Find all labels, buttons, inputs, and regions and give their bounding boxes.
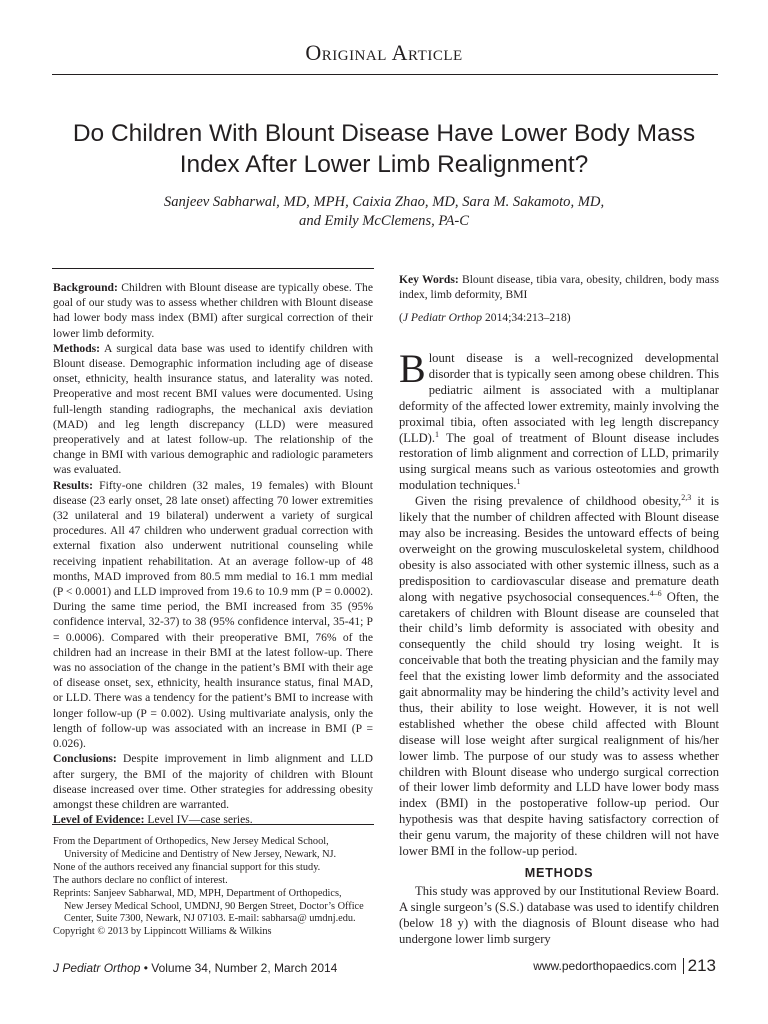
abstract-bottom-rule [52,824,374,825]
reprints-line: Reprints: Sanjeev Sabharwal, MD, MPH, Department of Orthopedics, [53,887,342,899]
intro-paragraph [399,346,719,494]
abstract-label: Results: [53,478,93,492]
abstract-text: Despite improvement in limb alignment and LLD after surgery, the BMI of the majority of children with Blount disease increased over time. Other strategies for addressing obesity amongst these children are warranted. [53,752,373,811]
methods-heading: METHODS [524,866,594,880]
abstract-conclusions [53,751,373,812]
footer-journal-name: J Pediatr Orthop [53,961,141,975]
funding-statement: None of the authors received any financial support for this study. [53,861,321,873]
abstract-text: Fifty-one children (32 males, 19 females) with Blount disease (23 early onset, 28 late onset) affecting 70 lower extremities (32 unilateral and 19 bilateral) underwent a variety of surgical procedures. All 47 children who underwent gradual correction with external fixation also underwent nutritional counseling while receiving inpatient rehabilitation. At an average follow-up of 48 months, MAD improved from 80.5 mm medial to 16.1 mm medial (P < 0.0001) and LLD improved from 19.6 to 10.9 mm (P = 0.0002). During the same time period, the BMI increased from 35 (95% confidence interval, 32-37) to 38 (95% confidence interval, 35-41; P = 0.0006). Compared with their preoperative BMI, 76% of the children had an increase in their BMI at the latest follow-up. There was no association of the change in the patient’s BMI with their age of disease onset, sex, ethnicity, health insurance status, final MAD, or LLD. There was a tendency for the patient’s BMI to increase with longer follow-up (P = 0.002). Using multivariate analysis, only the length of follow-up was associated with an increase in BMI (P = 0.026). [53,478,373,751]
intro-paragraph [399,494,719,860]
author-line: Sanjeev Sabharwal, MD, MPH, Caixia Zhao, MD, Sara M. Sakamoto, MD, [163,194,605,210]
reference-superscript: 2,3 [681,492,692,502]
abstract-text: Level IV—case series. [147,813,253,827]
header-rule [52,74,718,75]
introduction [399,346,720,860]
intro-text: Given the rising prevalence of childhood obesity, [415,494,682,509]
footer-website: www.pedorthopaedics.com [533,959,677,973]
abstract-top-rule [52,268,374,269]
author-line: and Emily McClemens, PA-C [299,213,469,229]
footer-divider [683,958,684,974]
article-title: Do Children With Blount Disease Have Lower Body Mass Index After Lower Limb Realignment? [72,120,696,178]
reference-superscript: 1 [516,477,521,487]
footer-journal [53,961,337,975]
affiliations-footnote [53,836,375,939]
reference-superscript: 4–6 [649,588,662,598]
author-list [80,193,688,231]
abstract [53,280,373,827]
methods-text: This study was approved by our Institutional Review Board. A single surgeon’s (S.S.) database was used to identify children (below 18 y) with the diagnosis of Blount disease who had undergone lower limb surgery [399,884,719,946]
abstract-label: Level of Evidence: [53,813,145,827]
abstract-label: Conclusions: [53,752,117,766]
intro-text: Often, the caretakers of children with Blount disease are counseled that their child’s limb deformity is associated with obesity and consequently the child should try losing weight. It is conceivable that both the treating physician and the family may feel that the existing lower limb deformity and the associated gait abnormality may be hindering the child’s activity level and thus, their ability to lose weight. However, it is not well established whether the obese child affected with Blount disease will lose weight after surgical realignment of his/her lower limb. The purpose of our study was to assess whether children with Blount disease who undergo surgical correction of their lower limb deformity and LLD have lower body mass index (BMI) in the postoperative follow-up period. Our hypothesis was that despite having satisfactory correction of their genu varum, the majority of these children will not have lower BMI in the follow-up period. [399,589,719,859]
copyright-line: Copyright © 2013 by Lippincott Williams & Wilkins [53,926,272,938]
conflict-statement: The authors declare no conflict of interest. [53,874,228,886]
citation-details: 2014;34:213–218) [485,311,571,324]
section-label: Original Article [305,40,463,65]
keywords-text: Blount disease, tibia vara, obesity, children, body mass index, limb deformity, BMI [399,273,719,301]
abstract-label: Background: [53,281,118,294]
keywords [399,272,719,302]
intro-text: lount disease is a well-recognized developmental disorder that is typically seen among obese children. This pediatric ailment is associated with a multiplanar deformity of the affected lower extremity, mainly involving the proximal tibia, often associated with leg length discrepancy (LLD). [399,351,719,445]
page-number: 213 [687,956,716,975]
abstract-text: A surgical data base was used to identify children with Blount disease. Demographic information including age of disease onset, ethnicity, health insurance status, and laterality was noted. Preoperative and most recent BMI values were documented. Using full-length standing radiographs, the mechanical axis deviation (MAD) and leg length discrepancy (LLD) were measured preoperatively and at latest follow-up. The relationship of the change in BMI with various demographic and radiologic parameters was evaluated. [53,341,373,477]
intro-text: it is likely that the number of children affected with Blount disease may also be increasing. Besides the untoward effects of being overweight on the growing musculoskeletal system, childhood obesity is also associated with other systemic illness, such as a predisposition to cardiovascular disease and premature death along with negative psychosocial consequences. [399,494,720,604]
citation-journal: J Pediatr Orthop [402,311,483,324]
footer-issue: • Volume 34, Number 2, March 2014 [143,961,338,975]
citation: (J Pediatr Orthop 2014;34:213–218) [399,311,571,324]
abstract-text: Children with Blount disease are typically obese. The goal of our study was to assess whether children with Blount disease had lower body mass index (BMI) after surgical correction of their lower limb deformity. [53,281,373,340]
abstract-level [53,812,373,827]
keywords-label: Key Words: [399,273,459,286]
reference-superscript: 1 [435,429,440,439]
abstract-results [53,478,373,752]
footer-right [533,956,716,976]
intro-text: The goal of treatment of Blount disease includes restoration of limb alignment and correction of LLD, primarily using surgical means such as various osteotomies and growth modulation techniques. [399,430,719,493]
abstract-background [53,280,373,341]
reprints-address: New Jersey Medical School, UMDNJ, 90 Bergen Street, Doctor’s Office Center, Suite 7300, Newark, NJ 07103. E-mail: sabharsa@ umdnj.edu. [64,900,364,925]
drop-cap: B [399,346,426,391]
affiliation-line: From the Department of Orthopedics, New Jersey Medical School, [53,836,329,847]
abstract-label: Methods: [53,341,101,355]
affiliation-line: University of Medicine and Dentistry of New Jersey, Newark, NJ. [64,848,337,860]
abstract-methods [53,341,373,478]
